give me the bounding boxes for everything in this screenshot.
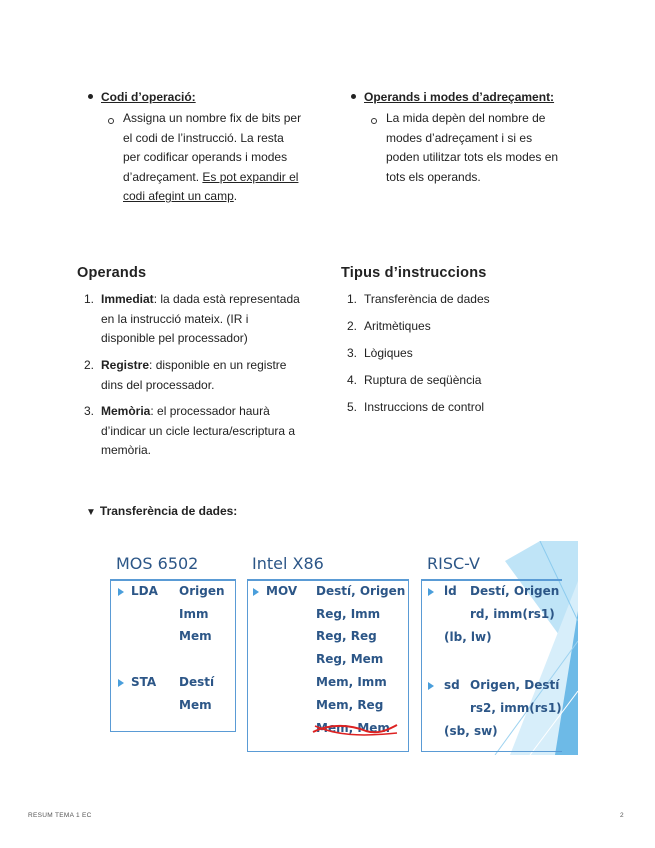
mov-operand: Reg, Mem <box>316 652 384 666</box>
lda-mnemonic: LDA <box>131 584 158 598</box>
sd-operand: rs2, imm(rs1) <box>470 701 562 715</box>
ld-mnemonic: ld <box>444 584 457 598</box>
mov-operand: Mem, Imm <box>316 675 387 689</box>
list-item: 2. Registre: disponible en un registre dins del processador. <box>84 358 287 392</box>
operands-list <box>84 290 329 465</box>
transfer-heading[interactable] <box>86 504 237 518</box>
bullet-icon <box>88 94 93 99</box>
sta-operand: Destí <box>179 675 215 689</box>
page-number: 2 <box>620 812 624 819</box>
bullet-triangle-icon <box>118 679 124 687</box>
strike-through-mark <box>311 721 401 741</box>
mov-operand-invalid: Mem, Mem <box>316 721 390 735</box>
sta-mnemonic: STA <box>131 675 157 689</box>
bullet-title: Operands i modes d’adreçament: <box>364 90 555 104</box>
expand-link-part1: Es pot expandir el <box>202 169 299 184</box>
sd-operand: Origen, Destí <box>470 678 560 692</box>
operands-heading: Operands <box>77 265 147 281</box>
bullet-codi-operacio <box>88 88 328 218</box>
bullet-operands-modes <box>351 88 591 198</box>
ld-operand: Destí, Origen <box>470 584 560 598</box>
sd-variants: (sb, sw) <box>444 724 498 738</box>
bullet-triangle-icon <box>428 588 434 596</box>
mov-operand: Destí, Origen <box>316 584 406 598</box>
bullet-triangle-icon <box>253 588 259 596</box>
lda-operand: Imm <box>179 607 209 621</box>
sub-bullet-icon <box>371 118 377 124</box>
sub-bullet-icon <box>108 118 114 124</box>
operand-name: Immediat <box>101 292 154 306</box>
bullet-triangle-icon <box>428 682 434 690</box>
ld-variants: (lb, lw) <box>444 630 492 644</box>
sd-mnemonic: sd <box>444 678 460 692</box>
bullet-body: La mida depèn del nombre de modes d’adreçament i si es poden utilitzar tots els modes en tots els operands. <box>386 111 559 184</box>
operand-name: Registre <box>101 358 150 372</box>
lda-operand: Mem <box>179 629 212 643</box>
operand-name: Memòria <box>101 404 151 418</box>
bullet-body: Assigna un nombre fix de bits per el codi de l’instrucció. La resta per codificar operands i modes d’adreçament. Es pot expandir el codi afegint un camp. <box>123 111 302 203</box>
bullet-title: Codi d’operació: <box>101 90 196 104</box>
tipus-list: 1. Transferència de dades 2. Aritmètiques 3. Lògiques 4. Ruptura de seqüència 5. Instruccions de control <box>347 292 490 414</box>
expand-link-part2: codi afegint un camp <box>123 189 234 203</box>
tipus-heading: Tipus d’instruccions <box>341 265 487 281</box>
mos-header: MOS 6502 <box>116 554 199 573</box>
riscv-header: RISC-V <box>427 554 480 573</box>
mos-box <box>110 579 236 732</box>
mov-operand: Reg, Imm <box>316 607 381 621</box>
sta-operand: Mem <box>179 698 212 712</box>
transfer-title: Transferència de dades: <box>99 504 238 518</box>
bullet-triangle-icon <box>118 588 124 596</box>
list-item: 3. Memòria: el processador haurà d’indicar un cicle lectura/escriptura a memòria. <box>84 404 296 457</box>
mov-mnemonic: MOV <box>266 584 298 598</box>
lda-operand: Origen <box>179 584 225 598</box>
collapse-triangle-icon[interactable]: ▼ <box>86 507 96 518</box>
isa-comparison-slide <box>110 541 578 755</box>
ld-operand: rd, imm(rs1) <box>470 607 555 621</box>
x86-header: Intel X86 <box>252 554 324 573</box>
mov-operand: Mem, Reg <box>316 698 384 712</box>
list-item: 1. Immediat: la dada està representada en la instrucció mateix. (IR i disponible pel processador) <box>84 292 300 345</box>
bullet-icon <box>351 94 356 99</box>
footer-title: RESUM TEMA 1 EC <box>28 812 92 819</box>
mov-operand: Reg, Reg <box>316 629 377 643</box>
